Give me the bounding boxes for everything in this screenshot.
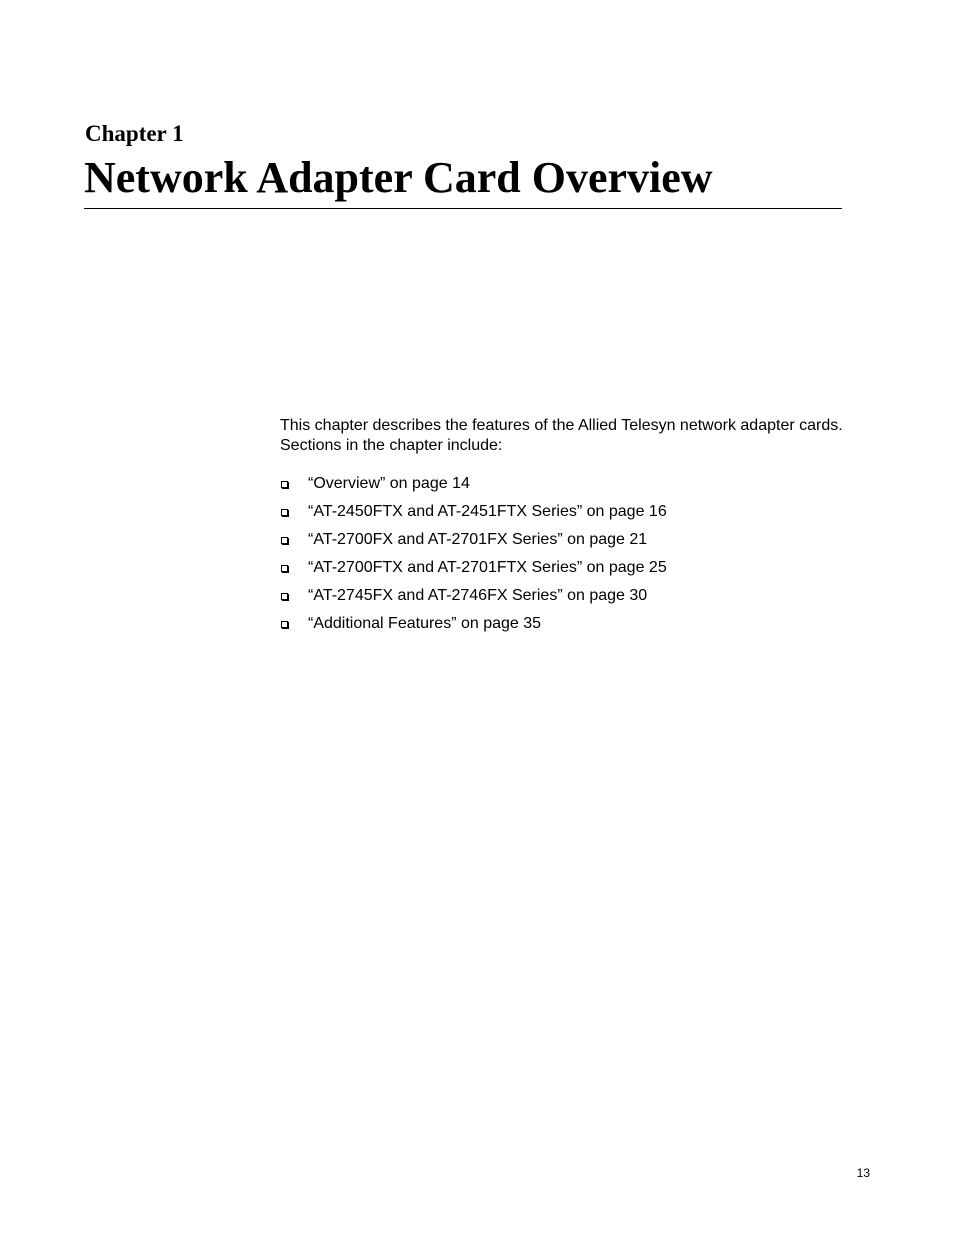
section-link[interactable]: “AT-2450FTX and AT-2451FTX Series” on page 16 [308,503,667,520]
section-link[interactable]: “Overview” on page 14 [308,475,470,492]
section-link[interactable]: “AT-2700FX and AT-2701FX Series” on page 21 [308,531,648,548]
section-link[interactable]: “AT-2745FX and AT-2746FX Series” on page 30 [308,587,648,604]
section-item[interactable] [280,502,667,530]
checkbox-bullet-icon [281,621,288,628]
intro-paragraph: This chapter describes the features of the Allied Telesyn network adapter cards. Sections in the chapter include: [280,417,843,454]
section-link[interactable]: “AT-2700FTX and AT-2701FTX Series” on page 25 [308,559,667,576]
section-item[interactable] [280,614,667,642]
section-item[interactable] [280,530,667,558]
checkbox-bullet-icon [281,593,288,600]
checkbox-bullet-icon [281,565,288,572]
checkbox-bullet-icon [281,509,288,516]
checkbox-bullet-icon [281,537,288,544]
section-item[interactable] [280,586,667,614]
section-item[interactable] [280,558,667,586]
chapter-title: Network Adapter Card Overview [84,153,713,202]
chapter-label: Chapter 1 [85,121,184,146]
section-link[interactable]: “Additional Features” on page 35 [308,615,542,632]
page-number: 13 [856,1166,870,1180]
checkbox-bullet-icon [281,481,288,488]
title-divider [84,208,842,209]
section-item[interactable] [280,474,667,502]
section-list [280,474,667,642]
